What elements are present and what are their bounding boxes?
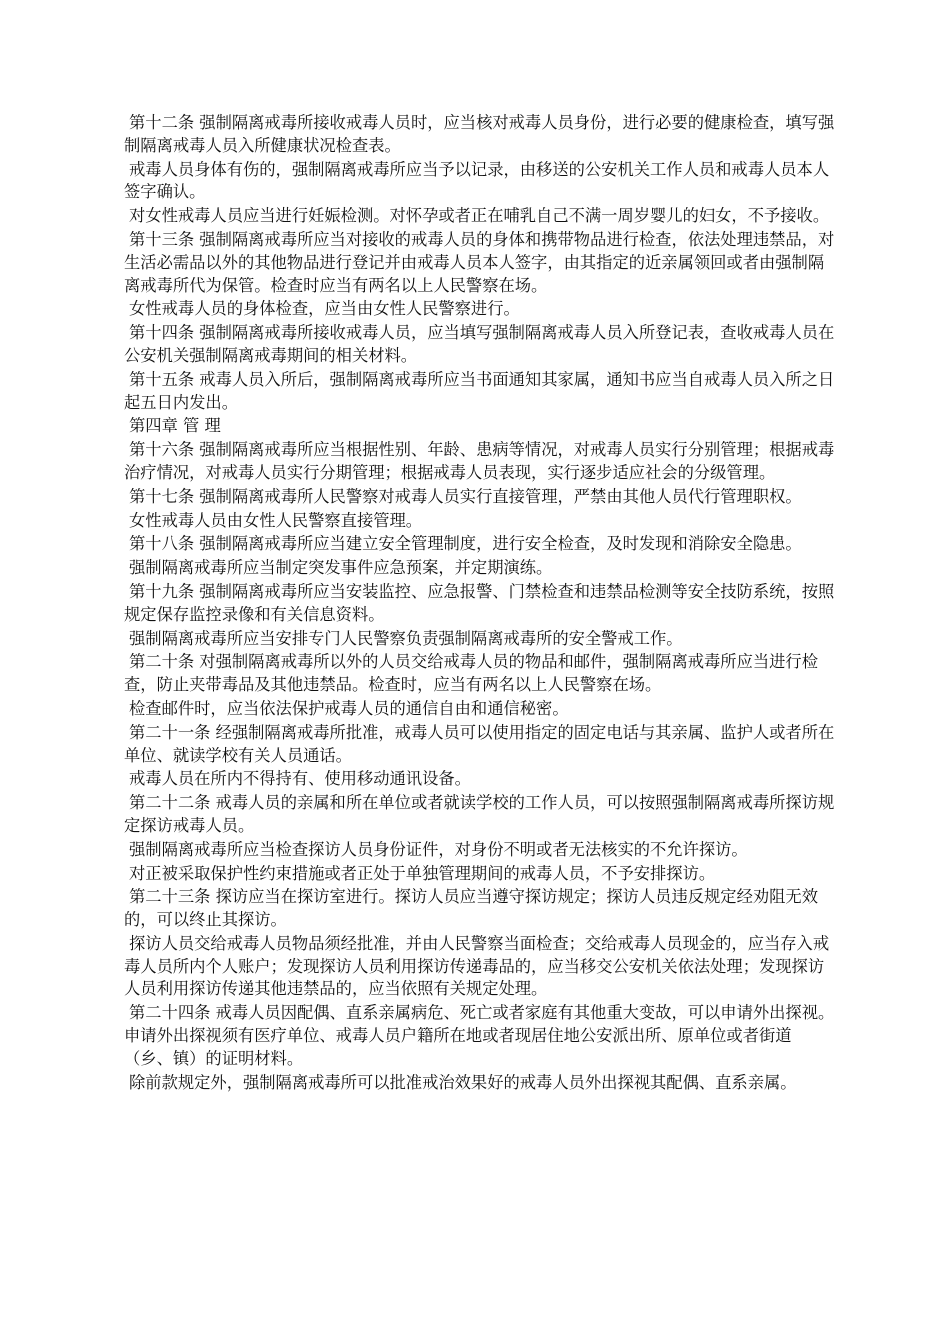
paragraph-article-16: 第十六条 强制隔离戒毒所应当根据性别、年龄、患病等情况，对戒毒人员实行分别管理；根据戒毒治疗情况，对戒毒人员实行分期管理；根据戒毒人员表现，实行逐步适应社会的分级管理。 — [124, 440, 835, 482]
paragraph-article-17: 第十七条 强制隔离戒毒所人民警察对戒毒人员实行直接管理，严禁由其他人员代行管理职权。 — [129, 486, 802, 506]
paragraph-mail-privacy: 检查邮件时，应当依法保护戒毒人员的通信自由和通信秘密。 — [129, 698, 569, 718]
paragraph-visitor-id-check: 强制隔离戒毒所应当检查探访人员身份证件，对身份不明或者无法核实的不允许探访。 — [129, 839, 748, 859]
paragraph-article-15: 第十五条 戒毒人员入所后，强制隔离戒毒所应当书面通知其家属，通知书应当自戒毒人员入所之日起五日内发出。 — [124, 369, 835, 412]
paragraph-pregnancy-test: 对女性戒毒人员应当进行妊娠检测。对怀孕或者正在哺乳自己不满一周岁婴儿的妇女，不予接收。 — [129, 206, 830, 226]
paragraph-article-12: 第十二条 强制隔离戒毒所接收戒毒人员时，应当核对戒毒人员身份，进行必要的健康检查，填写强制隔离戒毒人员入所健康状况检查表。 — [124, 113, 835, 155]
paragraph-article-20: 第二十条 对强制隔离戒毒所以外的人员交给戒毒人员的物品和邮件，强制隔离戒毒所应当进行检查，防止夹带毒品及其他违禁品。检查时，应当有两名以上人民警察在场。 — [124, 652, 818, 695]
paragraph-emergency-plan: 强制隔离戒毒所应当制定突发事件应急预案，并定期演练。 — [129, 558, 553, 578]
paragraph-article-19: 第十九条 强制隔离戒毒所应当安装监控、应急报警、门禁检查和违禁品检测等安全技防系统，按照规定保存监控录像和有关信息资料。 — [124, 581, 835, 624]
paragraph-article-23: 第二十三条 探访应当在探访室进行。探访人员应当遵守探访规定；探访人员违反规定经劝阻无效的，可以终止其探访。 — [124, 887, 818, 930]
paragraph-article-18: 第十八条 强制隔离戒毒所应当建立安全管理制度，进行安全检查，及时发现和消除安全隐患。 — [129, 534, 802, 554]
paragraph-article-14: 第十四条 强制隔离戒毒所接收戒毒人员，应当填写强制隔离戒毒人员入所登记表，查收戒毒人员在公安机关强制隔离戒毒期间的相关材料。 — [124, 323, 835, 365]
paragraph-article-21: 第二十一条 经强制隔离戒毒所批准，戒毒人员可以使用指定的固定电话与其亲属、监护人或者所在单位、就读学校有关人员通话。 — [124, 722, 835, 765]
paragraph-article-22: 第二十二条 戒毒人员的亲属和所在单位或者就读学校的工作人员，可以按照强制隔离戒毒所探访规定探访戒毒人员。 — [124, 793, 835, 835]
paragraph-no-visit: 对正被采取保护性约束措施或者正处于单独管理期间的戒毒人员，不予安排探访。 — [129, 863, 716, 883]
paragraph-security-guard: 强制隔离戒毒所应当安排专门人民警察负责强制隔离戒毒所的安全警戒工作。 — [129, 628, 683, 648]
paragraph-female-management: 女性戒毒人员由女性人民警察直接管理。 — [129, 510, 423, 530]
paragraph-outside-visit: 除前款规定外，强制隔离戒毒所可以批准戒治效果好的戒毒人员外出探视其配偶、直系亲属。 — [129, 1072, 797, 1092]
paragraph-article-24: 第二十四条 戒毒人员因配偶、直系亲属病危、死亡或者家庭有其他重大变故，可以申请外出探视。申请外出探视须有医疗单位、戒毒人员户籍所在地或者现居住地公安派出所、原单位或者街道（乡、镇）的证明材料。 — [124, 1003, 835, 1068]
paragraph-article-13: 第十三条 强制隔离戒毒所应当对接收的戒毒人员的身体和携带物品进行检查，依法处理违禁品，对生活必需品以外的其他物品进行登记并由戒毒人员本人签字，由其指定的近亲属领回或者由强制隔离戒毒所代为保管。检查时应当有两名以上人民警察在场。 — [124, 229, 835, 295]
paragraph-female-inspection: 女性戒毒人员的身体检查，应当由女性人民警察进行。 — [129, 299, 520, 319]
paragraph-mobile-ban: 戒毒人员在所内不得持有、使用移动通讯设备。 — [129, 769, 471, 789]
document-body — [124, 112, 838, 1095]
paragraph-injury-record: 戒毒人员身体有伤的，强制隔离戒毒所应当予以记录，由移送的公安机关工作人员和戒毒人员本人签字确认。 — [124, 159, 830, 202]
paragraph-visitor-items: 探访人员交给戒毒人员物品须经批准，并由人民警察当面检查；交给戒毒人员现金的，应当存入戒毒人员所内个人账户；发现探访人员利用探访传递毒品的，应当移交公安机关依法处理；发现探访人员利用探访传递其他违禁品的，应当依照有关规定处理。 — [124, 933, 830, 999]
chapter-heading: 第四章 管 理 — [129, 416, 221, 436]
